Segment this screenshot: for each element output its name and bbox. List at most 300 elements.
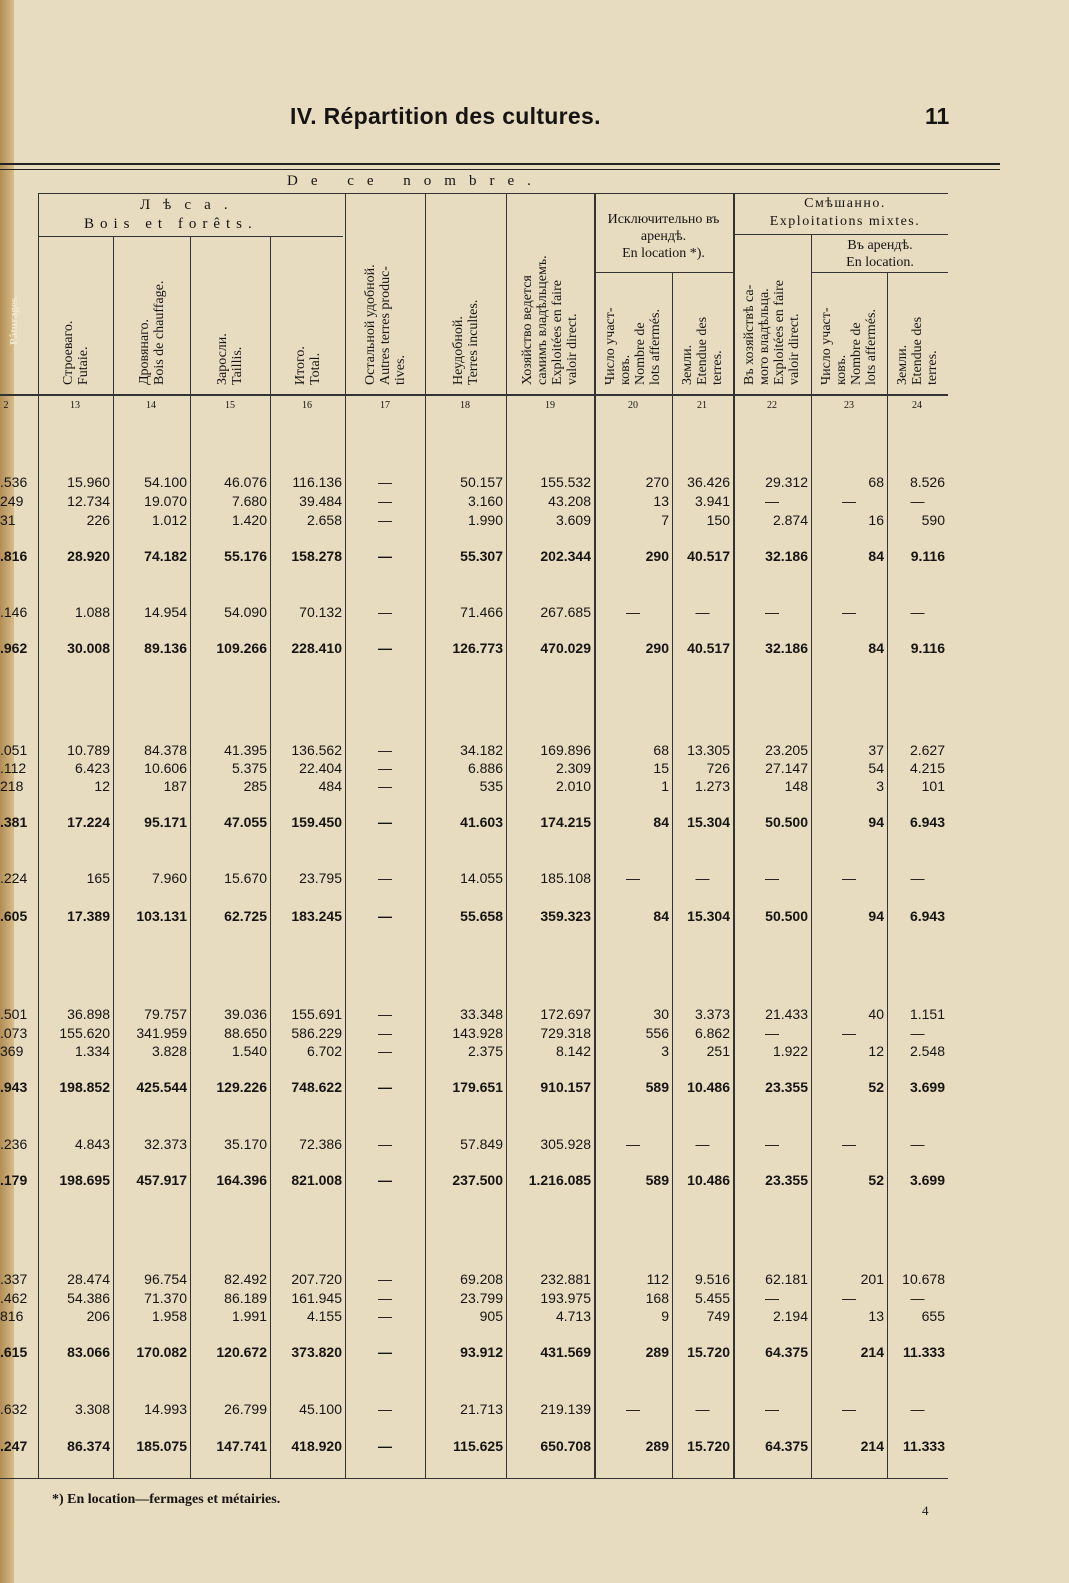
table-cell: 62.181 <box>765 1271 808 1287</box>
table-cell: — <box>842 1136 856 1152</box>
table-cell: 655 <box>921 1308 945 1324</box>
table-cell: — <box>378 1079 392 1095</box>
table-cell: — <box>378 742 392 758</box>
table-cell: — <box>378 1308 392 1324</box>
table-cell: 226 <box>86 512 110 528</box>
table-cell: 16 <box>868 512 884 528</box>
column-label-21 <box>680 317 725 385</box>
table-cell: 214 <box>860 1344 884 1360</box>
table-cell: 54.386 <box>67 1290 110 1306</box>
column-label-line: Число участ- <box>603 307 618 385</box>
table-cell: — <box>695 604 710 620</box>
table-cell: 1.990 <box>467 512 503 528</box>
table-cell: 147.741 <box>216 1438 267 1454</box>
table-cell: 5.375 <box>231 760 267 776</box>
table-cell: 101 <box>921 778 945 794</box>
table-cell: 650.708 <box>540 1438 591 1454</box>
table-cell: 4.155 <box>306 1308 342 1324</box>
top-rule <box>0 163 1000 165</box>
table-cell: 37 <box>868 742 884 758</box>
column-label-line: Taillis. <box>230 346 245 385</box>
forest-header-ru: Лѣса. <box>140 197 241 213</box>
table-cell: 726 <box>706 760 730 776</box>
table-cell: 74.182 <box>144 548 187 564</box>
row-stub: .615 <box>0 1344 28 1360</box>
footnote: *) En location—fermages et métairies. <box>52 1492 281 1507</box>
table-cell: 84 <box>653 814 669 830</box>
table-cell: 12 <box>94 778 110 794</box>
table-cell: 40 <box>868 1006 884 1022</box>
table-cell: 2.375 <box>467 1043 503 1059</box>
column-label-line: Futaie. <box>75 346 91 385</box>
table-cell: — <box>378 548 392 564</box>
table-cell: 68 <box>653 742 669 758</box>
column-label-24 <box>895 317 940 385</box>
column-label-13 <box>61 321 91 385</box>
column-number-19: 19 <box>545 400 555 411</box>
table-cell: 418.920 <box>291 1438 342 1454</box>
column-label-line: Дровянаго. <box>136 318 152 385</box>
column-number-20: 20 <box>628 400 638 411</box>
row-stub: .051 <box>0 742 28 758</box>
table-cell: — <box>910 1025 925 1041</box>
row-stub: .179 <box>0 1172 28 1188</box>
table-cell: — <box>378 512 392 528</box>
table-cell: 305.928 <box>540 1136 591 1152</box>
table-cell: 21.713 <box>460 1401 503 1417</box>
column-number-24: 24 <box>912 400 922 411</box>
column-label-18 <box>451 300 481 385</box>
table-cell: 2.658 <box>306 512 342 528</box>
table-cell: 9 <box>661 1308 669 1324</box>
table-cell: 214 <box>860 1438 884 1454</box>
table-cell: 2.548 <box>909 1043 945 1059</box>
table-cell: 185.075 <box>136 1438 187 1454</box>
column-label-line: terres. <box>710 350 725 385</box>
table-cell: 126.773 <box>452 640 503 656</box>
table-cell: 23.799 <box>460 1290 503 1306</box>
table-cell: 17.389 <box>67 908 110 924</box>
mixed-rent-header-fr: En location. <box>846 255 914 270</box>
table-cell: 69.208 <box>460 1271 503 1287</box>
table-cell: 120.672 <box>216 1344 267 1360</box>
column-number-13: 13 <box>70 400 80 411</box>
table-cell: 43.208 <box>548 493 591 509</box>
table-cell: 52 <box>868 1172 884 1188</box>
table-cell: 14.055 <box>460 870 503 886</box>
column-label-line: lots affermés. <box>648 309 663 385</box>
table-cell: 183.245 <box>291 908 342 924</box>
table-cell: — <box>378 778 392 794</box>
table-cell: — <box>378 474 392 490</box>
row-stub: .962 <box>0 640 28 656</box>
table-cell: — <box>378 1172 392 1188</box>
table-cell: 3.941 <box>694 493 730 509</box>
table-cell: 33.348 <box>460 1006 503 1022</box>
column-label-line: Хозяйство ведется <box>520 275 535 385</box>
table-cell: 55.307 <box>460 548 503 564</box>
table-cell: 6.943 <box>909 814 945 830</box>
table-cell: 4.215 <box>909 760 945 776</box>
table-cell: 1.088 <box>74 604 110 620</box>
table-cell: — <box>910 604 925 620</box>
column-label-line: Terres incultes. <box>465 299 481 385</box>
table-cell: 68 <box>868 474 884 490</box>
table-cell: — <box>378 1043 392 1059</box>
table-cell: 749 <box>706 1308 730 1324</box>
row-stub: .224 <box>0 870 28 886</box>
column-number-14: 14 <box>146 400 156 411</box>
table-cell: — <box>626 1401 640 1417</box>
mixed-header-ru: Смѣшанно. <box>804 196 886 211</box>
table-cell: 174.215 <box>540 814 591 830</box>
header-line <box>38 193 948 194</box>
table-cell: — <box>378 1401 392 1417</box>
table-cell: 15 <box>653 760 669 776</box>
table-cell: 52 <box>868 1079 884 1095</box>
table-cell: — <box>765 870 779 886</box>
row-stub: .381 <box>0 814 28 830</box>
table-cell: 46.076 <box>224 474 267 490</box>
table-cell: 3 <box>876 778 884 794</box>
table-cell: 905 <box>479 1308 503 1324</box>
table-cell: — <box>378 1136 392 1152</box>
table-cell: 23.205 <box>765 742 808 758</box>
table-cell: 86.374 <box>67 1438 110 1454</box>
table-cell: — <box>765 1025 779 1041</box>
table-cell: 54.100 <box>144 474 187 490</box>
table-cell: 50.500 <box>765 814 808 830</box>
table-cell: 359.323 <box>540 908 591 924</box>
table-cell: 17.224 <box>67 814 110 830</box>
table-cell: 79.757 <box>144 1006 187 1022</box>
table-bottom-rule <box>0 1478 948 1479</box>
row-stub: .605 <box>0 908 28 924</box>
exclusive-header-ru: Исключительно въ арендѣ. <box>607 212 720 244</box>
column-label-line: Земли. <box>895 344 910 385</box>
table-cell: 27.147 <box>765 760 808 776</box>
table-cell: 3.609 <box>555 512 591 528</box>
table-cell: 6.423 <box>74 760 110 776</box>
exclusive-header-fr: En location *). <box>622 246 705 261</box>
table-cell: 3.828 <box>151 1043 187 1059</box>
table-cell: 161.945 <box>291 1290 342 1306</box>
table-cell: 23.795 <box>299 870 342 886</box>
table-cell: — <box>765 1290 779 1306</box>
table-cell: 47.055 <box>224 814 267 830</box>
table-cell: 32.186 <box>765 548 808 564</box>
table-cell: 341.959 <box>136 1025 187 1041</box>
table-cell: 62.725 <box>224 908 267 924</box>
column-label-line: Nombre de <box>633 322 648 385</box>
table-cell: 103.131 <box>136 908 187 924</box>
table-cell: — <box>765 493 779 509</box>
table-cell: 40.517 <box>687 640 730 656</box>
table-cell: — <box>842 1401 856 1417</box>
table-cell: 9.116 <box>910 640 945 656</box>
table-cell: 1 <box>661 778 669 794</box>
table-cell: 96.754 <box>144 1271 187 1287</box>
table-cell: 41.395 <box>224 742 267 758</box>
column-label-line: самимъ владѣльцемъ. <box>535 255 550 385</box>
table-cell: — <box>378 640 392 656</box>
table-cell: 148 <box>784 778 808 794</box>
table-cell: 116.136 <box>292 474 342 490</box>
table-cell: 535 <box>479 778 503 794</box>
table-cell: 267.685 <box>540 604 591 620</box>
table-cell: — <box>842 870 856 886</box>
table-cell: 6.862 <box>694 1025 730 1041</box>
table-cell: — <box>910 1290 925 1306</box>
column-label-line: lots affermés. <box>864 309 879 385</box>
column-label-23 <box>819 307 879 385</box>
column-label-14 <box>137 281 167 385</box>
page-title: IV. Répartition des cultures. <box>290 103 601 129</box>
table-cell: 290 <box>645 640 669 656</box>
table-cell: 86.189 <box>224 1290 267 1306</box>
table-cell: 10.789 <box>67 742 110 758</box>
mixed-rent-header <box>812 237 948 271</box>
table-cell: 50.500 <box>765 908 808 924</box>
table-cell: 26.799 <box>224 1401 267 1417</box>
table-cell: 237.500 <box>452 1172 503 1188</box>
column-label-line: terres. <box>925 350 940 385</box>
table-cell: 9.116 <box>910 548 945 564</box>
column-number-21: 21 <box>697 400 707 411</box>
table-cell: 19.070 <box>144 493 187 509</box>
table-cell: 589 <box>645 1079 669 1095</box>
table-cell: 23.355 <box>765 1172 808 1188</box>
row-stub: .536 <box>0 474 28 490</box>
table-cell: 72.386 <box>299 1136 342 1152</box>
mixed-rent-header-ru: Въ арендѣ. <box>847 238 913 253</box>
table-cell: 84 <box>868 640 884 656</box>
table-cell: — <box>910 493 925 509</box>
table-cell: 3.699 <box>909 1079 945 1095</box>
table-cell: — <box>378 870 392 886</box>
table-cell: — <box>378 908 392 924</box>
table-cell: — <box>695 870 710 886</box>
table-cell: 12 <box>868 1043 884 1059</box>
column-label-line: Etendue des <box>695 316 710 385</box>
table-cell: 290 <box>645 548 669 564</box>
table-cell: 15.304 <box>687 908 730 924</box>
table-cell: 168 <box>645 1290 669 1306</box>
column-label-20 <box>603 307 663 385</box>
footer-number: 4 <box>922 1503 929 1518</box>
column-label-line: Итого. <box>292 346 308 385</box>
table-cell: — <box>765 604 779 620</box>
table-cell: 2.874 <box>772 512 808 528</box>
table-cell: 10.486 <box>687 1172 730 1188</box>
table-cell: 158.278 <box>291 548 342 564</box>
table-cell: 1.216.085 <box>528 1172 591 1188</box>
row-stub: .501 <box>0 1006 28 1022</box>
table-cell: 34.182 <box>460 742 503 758</box>
table-cell: 64.375 <box>765 1438 808 1454</box>
table-cell: 2.194 <box>772 1308 808 1324</box>
table-cell: 54.090 <box>224 604 267 620</box>
table-cell: 590 <box>921 512 945 528</box>
mixed-header <box>740 195 950 231</box>
table-cell: 71.370 <box>144 1290 187 1306</box>
table-cell: 40.517 <box>687 548 730 564</box>
table-cell: 32.373 <box>144 1136 187 1152</box>
mixed-header-line <box>734 234 948 235</box>
row-stub: .247 <box>0 1438 28 1454</box>
table-cell: 94 <box>868 908 884 924</box>
table-cell: 8.526 <box>909 474 945 490</box>
table-cell: 54 <box>868 760 884 776</box>
table-cell: 41.603 <box>460 814 503 830</box>
table-cell: 84 <box>653 908 669 924</box>
table-cell: — <box>378 1438 392 1454</box>
table-cell: 228.410 <box>291 640 342 656</box>
column-label-line: Bois de chauffage. <box>151 280 167 385</box>
row-stub: .462 <box>0 1290 28 1306</box>
table-cell: 13 <box>653 493 669 509</box>
table-cell: — <box>378 1025 392 1041</box>
table-cell: 55.176 <box>224 548 267 564</box>
column-label-line: Число участ- <box>819 307 834 385</box>
table-cell: 82.492 <box>224 1271 267 1287</box>
table-cell: 207.720 <box>291 1271 342 1287</box>
mixed-header-fr: Exploitations mixtes. <box>769 214 921 229</box>
table-cell: 6.702 <box>306 1043 342 1059</box>
table-cell: 206 <box>86 1308 110 1324</box>
column-label-15 <box>215 333 245 385</box>
table-cell: 23.355 <box>765 1079 808 1095</box>
column-label-line: Exploitées en faire <box>550 280 565 385</box>
table-cell: 4.843 <box>74 1136 110 1152</box>
table-cell: 71.466 <box>460 604 503 620</box>
table-cell: 251 <box>706 1043 730 1059</box>
column-label-line: Остальной удобной. <box>362 264 378 385</box>
table-cell: 57.849 <box>460 1136 503 1152</box>
row-stub: 218 <box>0 778 24 794</box>
table-cell: 185.108 <box>540 870 591 886</box>
column-number-22: 22 <box>767 400 777 411</box>
column-label-line: valoir direct. <box>787 313 802 385</box>
table-cell: — <box>378 604 392 620</box>
table-cell: 457.917 <box>136 1172 187 1188</box>
table-cell: 3.699 <box>909 1172 945 1188</box>
table-cell: 10.486 <box>687 1079 730 1095</box>
table-cell: 84 <box>868 548 884 564</box>
table-cell: — <box>695 1401 710 1417</box>
table-cell: 29.312 <box>765 474 808 490</box>
table-cell: 30 <box>653 1006 669 1022</box>
table-cell: 109.266 <box>216 640 267 656</box>
table-cell: 7.960 <box>151 870 187 886</box>
table-cell: — <box>910 1136 925 1152</box>
table-cell: — <box>842 493 856 509</box>
column-label-19 <box>520 255 580 385</box>
column-label-line: Земли. <box>680 344 695 385</box>
table-cell: 39.036 <box>224 1006 267 1022</box>
column-label-line: Exploitées en faire <box>772 280 787 385</box>
table-cell: 150 <box>706 512 730 528</box>
table-cell: — <box>910 870 925 886</box>
table-cell: 14.993 <box>144 1401 187 1417</box>
table-cell: 129.226 <box>216 1079 267 1095</box>
column-label-line: tives. <box>392 355 408 385</box>
table-cell: 6.886 <box>467 760 503 776</box>
page-number: 11 <box>925 103 950 129</box>
row-stub: .816 <box>0 548 28 564</box>
table-cell: 11.333 <box>902 1344 945 1360</box>
table-cell: 13 <box>868 1308 884 1324</box>
table-cell: 14.954 <box>144 604 187 620</box>
column-label-16 <box>293 346 323 385</box>
exclusive-header-line <box>596 272 734 273</box>
table-cell: 4.713 <box>555 1308 591 1324</box>
table-cell: 1.958 <box>151 1308 187 1324</box>
table-cell: 9.516 <box>694 1271 730 1287</box>
table-cell: 22.404 <box>299 760 342 776</box>
table-cell: 28.920 <box>67 548 110 564</box>
column-number-2: 2 <box>3 400 9 411</box>
table-cell: 12.734 <box>67 493 110 509</box>
table-cell: 21.433 <box>765 1006 808 1022</box>
table-cell: 169.896 <box>540 742 591 758</box>
table-cell: 155.691 <box>291 1006 342 1022</box>
column-label-line: Autres terres produc- <box>377 266 393 385</box>
table-cell: 2.010 <box>555 778 591 794</box>
table-cell: — <box>910 1401 925 1417</box>
mixed-rent-header-line <box>811 272 948 273</box>
row-stub: .337 <box>0 1271 28 1287</box>
table-cell: — <box>378 760 392 776</box>
table-cell: 70.132 <box>299 604 342 620</box>
table-cell: 45.100 <box>299 1401 342 1417</box>
table-cell: 910.157 <box>540 1079 591 1095</box>
table-cell: 1.151 <box>909 1006 945 1022</box>
table-cell: 3.373 <box>694 1006 730 1022</box>
table-cell: 2.627 <box>909 742 945 758</box>
table-cell: 484 <box>318 778 342 794</box>
table-cell: 198.852 <box>59 1079 110 1095</box>
table-cell: 36.426 <box>687 474 730 490</box>
table-cell: 556 <box>645 1025 669 1041</box>
column-label-22 <box>742 280 802 385</box>
table-cell: 821.008 <box>291 1172 342 1188</box>
table-cell: 589 <box>645 1172 669 1188</box>
table-cell: 136.562 <box>291 742 342 758</box>
table-cell: 13.305 <box>687 742 730 758</box>
table-cell: 202.344 <box>540 548 591 564</box>
table-cell: 3.308 <box>74 1401 110 1417</box>
table-cell: 470.029 <box>540 640 591 656</box>
column-label-line: valoir direct. <box>565 313 580 385</box>
table-cell: 55.658 <box>460 908 503 924</box>
row-stub: 31 <box>0 512 16 528</box>
row-stub: .632 <box>0 1401 28 1417</box>
table-cell: 3 <box>661 1043 669 1059</box>
table-cell: 64.375 <box>765 1344 808 1360</box>
column-label-line: ковъ. <box>618 354 633 385</box>
table-cell: 15.670 <box>224 870 267 886</box>
column-label-line: Неудобной. <box>450 316 466 385</box>
table-cell: 30.008 <box>67 640 110 656</box>
table-cell: 270 <box>645 474 669 490</box>
table-cell: 15.720 <box>687 1344 730 1360</box>
row-stub: .146 <box>0 604 28 620</box>
table-cell: 115.625 <box>453 1438 503 1454</box>
column-label-line: Etendue des <box>910 316 925 385</box>
table-cell: 1.420 <box>231 512 267 528</box>
table-cell: — <box>378 1344 392 1360</box>
